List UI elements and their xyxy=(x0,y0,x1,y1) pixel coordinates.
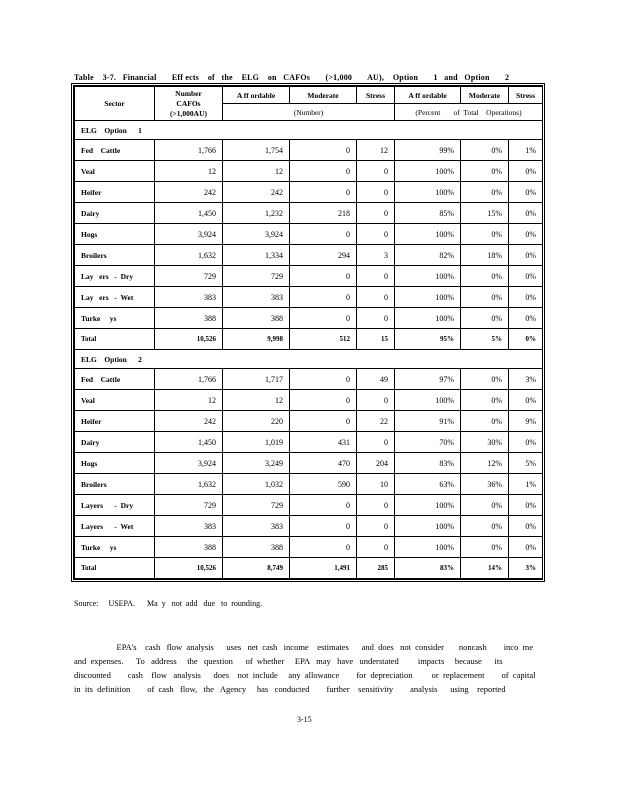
cell-number: 729 xyxy=(155,266,223,287)
total-row xyxy=(75,329,543,350)
sector-header: Sector xyxy=(75,87,155,121)
cell-stress: 15 xyxy=(357,329,395,350)
cell-str-pct: 0% xyxy=(509,224,543,245)
sector-cell: Heifer xyxy=(75,411,155,432)
cell-stress: 0 xyxy=(357,495,395,516)
table-row xyxy=(75,474,543,495)
cell-affordable: 1,232 xyxy=(223,203,290,224)
cell-str-pct: 0% xyxy=(509,245,543,266)
cell-moderate: 218 xyxy=(290,203,357,224)
table-row xyxy=(75,411,543,432)
cell-number: 12 xyxy=(155,161,223,182)
cell-affordable: 1,032 xyxy=(223,474,290,495)
sector-cell: Hogs xyxy=(75,453,155,474)
cell-aff-pct: 100% xyxy=(395,495,461,516)
sector-cell: Lay ers - Dry xyxy=(75,266,155,287)
cell-affordable: 9,998 xyxy=(223,329,290,350)
cell-affordable: 1,019 xyxy=(223,432,290,453)
cell-affordable: 388 xyxy=(223,537,290,558)
cell-aff-pct: 100% xyxy=(395,516,461,537)
cell-aff-pct: 100% xyxy=(395,537,461,558)
cell-stress: 0 xyxy=(357,224,395,245)
cell-mod-pct: 30% xyxy=(461,432,509,453)
number-header-line1: Number xyxy=(175,89,202,98)
sector-cell: Total xyxy=(75,329,155,350)
cell-number: 1,450 xyxy=(155,432,223,453)
cell-number: 10,526 xyxy=(155,558,223,579)
cell-str-pct: 0% xyxy=(509,287,543,308)
cell-moderate: 0 xyxy=(290,140,357,161)
cell-moderate: 0 xyxy=(290,411,357,432)
cell-moderate: 1,491 xyxy=(290,558,357,579)
section-row-option1 xyxy=(75,121,543,140)
cell-aff-pct: 63% xyxy=(395,474,461,495)
cell-mod-pct: 14% xyxy=(461,558,509,579)
cell-moderate: 0 xyxy=(290,287,357,308)
affordable-pct-header: A ff ordable xyxy=(395,87,461,104)
table-caption: Table 3-7. Financial Eff ects of the ELG on CAFOs (>1,000 AU), Option 1 and Option 2 xyxy=(74,73,510,82)
page-number: 3-15 xyxy=(297,715,312,724)
cell-mod-pct: 0% xyxy=(461,369,509,390)
cell-mod-pct: 0% xyxy=(461,140,509,161)
cell-affordable: 729 xyxy=(223,495,290,516)
cell-number: 1,450 xyxy=(155,203,223,224)
cell-number: 12 xyxy=(155,390,223,411)
cell-number: 729 xyxy=(155,495,223,516)
cell-stress: 0 xyxy=(357,266,395,287)
cell-aff-pct: 83% xyxy=(395,453,461,474)
cell-str-pct: 5% xyxy=(509,453,543,474)
table-row xyxy=(75,266,543,287)
cell-moderate: 0 xyxy=(290,537,357,558)
cell-moderate: 590 xyxy=(290,474,357,495)
cell-str-pct: 0% xyxy=(509,516,543,537)
sector-cell: Broilers xyxy=(75,474,155,495)
cell-str-pct: 0% xyxy=(509,161,543,182)
sector-cell: Layers - Dry xyxy=(75,495,155,516)
sector-cell: Lay ers - Wet xyxy=(75,287,155,308)
cell-mod-pct: 5% xyxy=(461,329,509,350)
sector-cell: Dairy xyxy=(75,432,155,453)
cell-str-pct: 0% xyxy=(509,432,543,453)
cell-str-pct: 0% xyxy=(509,182,543,203)
cell-moderate: 0 xyxy=(290,369,357,390)
paragraph-line: and expenses. To address the question of whether EPA may have understated impacts because its xyxy=(74,656,503,666)
cell-affordable: 8,749 xyxy=(223,558,290,579)
sector-cell: Layers - Wet xyxy=(75,516,155,537)
table-row xyxy=(75,182,543,203)
cell-number: 388 xyxy=(155,537,223,558)
sector-cell: Total xyxy=(75,558,155,579)
cell-aff-pct: 91% xyxy=(395,411,461,432)
affordable-header: A ff ordable xyxy=(223,87,290,104)
body-paragraph xyxy=(74,640,534,696)
table-row xyxy=(75,203,543,224)
cell-str-pct: 3% xyxy=(509,369,543,390)
cell-aff-pct: 100% xyxy=(395,182,461,203)
section-row-option2 xyxy=(75,350,543,369)
cell-number: 1,632 xyxy=(155,245,223,266)
sector-cell: Veal xyxy=(75,390,155,411)
cell-mod-pct: 0% xyxy=(461,495,509,516)
cell-stress: 0 xyxy=(357,203,395,224)
cell-stress: 49 xyxy=(357,369,395,390)
cell-mod-pct: 18% xyxy=(461,245,509,266)
source-note: Source: USEPA. Ma y not add due to rounding. xyxy=(74,599,263,608)
cell-stress: 10 xyxy=(357,474,395,495)
table-row xyxy=(75,432,543,453)
cell-number: 1,632 xyxy=(155,474,223,495)
number-header-line3: (>1,000AU) xyxy=(170,109,207,118)
cell-mod-pct: 0% xyxy=(461,308,509,329)
cell-affordable: 1,754 xyxy=(223,140,290,161)
sector-cell: Fed Cattle xyxy=(75,140,155,161)
cell-number: 1,766 xyxy=(155,369,223,390)
table-row xyxy=(75,495,543,516)
cell-moderate: 470 xyxy=(290,453,357,474)
cell-stress: 3 xyxy=(357,245,395,266)
sector-cell: Turke ys xyxy=(75,537,155,558)
paragraph-line: in its definition of cash flow, the Agency has conducted further sensitivity analysis using reported xyxy=(74,684,506,694)
cell-mod-pct: 0% xyxy=(461,161,509,182)
table-row xyxy=(75,224,543,245)
cell-mod-pct: 12% xyxy=(461,453,509,474)
cell-aff-pct: 95% xyxy=(395,329,461,350)
table-row xyxy=(75,369,543,390)
cell-mod-pct: 0% xyxy=(461,390,509,411)
cell-stress: 0 xyxy=(357,390,395,411)
sector-cell: Broilers xyxy=(75,245,155,266)
cell-number: 383 xyxy=(155,516,223,537)
cell-stress: 22 xyxy=(357,411,395,432)
table-row xyxy=(75,453,543,474)
section-label: ELG Option 2 xyxy=(75,350,543,369)
cell-moderate: 0 xyxy=(290,308,357,329)
stress-header: Stress xyxy=(357,87,395,104)
number-header-line2: CAFOs xyxy=(176,99,201,108)
unit-percent-header: (Percent of Total Operations) xyxy=(395,104,543,121)
cell-str-pct: 0% xyxy=(509,495,543,516)
cell-moderate: 431 xyxy=(290,432,357,453)
cell-str-pct: 0% xyxy=(509,329,543,350)
cell-aff-pct: 97% xyxy=(395,369,461,390)
table-row xyxy=(75,537,543,558)
header-row xyxy=(75,87,543,104)
cell-str-pct: 1% xyxy=(509,474,543,495)
table-row xyxy=(75,161,543,182)
cell-number: 383 xyxy=(155,287,223,308)
cell-stress: 12 xyxy=(357,140,395,161)
cell-stress: 0 xyxy=(357,308,395,329)
cell-number: 242 xyxy=(155,182,223,203)
cell-moderate: 0 xyxy=(290,495,357,516)
cell-stress: 0 xyxy=(357,432,395,453)
cell-str-pct: 0% xyxy=(509,308,543,329)
moderate-pct-header: Moderate xyxy=(461,87,509,104)
cell-mod-pct: 0% xyxy=(461,266,509,287)
cell-affordable: 3,249 xyxy=(223,453,290,474)
sector-cell: Heifer xyxy=(75,182,155,203)
cell-str-pct: 0% xyxy=(509,203,543,224)
cell-str-pct: 0% xyxy=(509,390,543,411)
cell-str-pct: 9% xyxy=(509,411,543,432)
cell-aff-pct: 82% xyxy=(395,245,461,266)
cell-moderate: 0 xyxy=(290,161,357,182)
table-row xyxy=(75,390,543,411)
cell-mod-pct: 0% xyxy=(461,516,509,537)
cell-aff-pct: 85% xyxy=(395,203,461,224)
cell-affordable: 383 xyxy=(223,287,290,308)
cell-aff-pct: 100% xyxy=(395,161,461,182)
cell-mod-pct: 0% xyxy=(461,287,509,308)
cell-aff-pct: 100% xyxy=(395,266,461,287)
cell-affordable: 729 xyxy=(223,266,290,287)
cell-number: 388 xyxy=(155,308,223,329)
cell-stress: 204 xyxy=(357,453,395,474)
cell-mod-pct: 36% xyxy=(461,474,509,495)
cell-aff-pct: 70% xyxy=(395,432,461,453)
cell-moderate: 512 xyxy=(290,329,357,350)
stress-pct-header: Stress xyxy=(509,87,543,104)
cell-mod-pct: 0% xyxy=(461,224,509,245)
cell-aff-pct: 99% xyxy=(395,140,461,161)
cell-stress: 0 xyxy=(357,287,395,308)
cell-affordable: 12 xyxy=(223,390,290,411)
cell-affordable: 220 xyxy=(223,411,290,432)
cell-affordable: 12 xyxy=(223,161,290,182)
sector-cell: Turke ys xyxy=(75,308,155,329)
cell-aff-pct: 83% xyxy=(395,558,461,579)
cell-number: 3,924 xyxy=(155,453,223,474)
cell-aff-pct: 100% xyxy=(395,224,461,245)
cell-str-pct: 1% xyxy=(509,140,543,161)
table-row xyxy=(75,245,543,266)
cell-mod-pct: 0% xyxy=(461,182,509,203)
cell-number: 3,924 xyxy=(155,224,223,245)
section-label: ELG Option 1 xyxy=(75,121,543,140)
table-row xyxy=(75,308,543,329)
cell-mod-pct: 0% xyxy=(461,411,509,432)
financial-effects-table xyxy=(71,83,545,582)
cell-moderate: 0 xyxy=(290,390,357,411)
cell-aff-pct: 100% xyxy=(395,390,461,411)
moderate-header: Moderate xyxy=(290,87,357,104)
cell-affordable: 383 xyxy=(223,516,290,537)
cell-stress: 0 xyxy=(357,161,395,182)
paragraph-line: EPA's cash flow analysis uses net cash income estimates and does not consider noncash inco me xyxy=(74,642,533,652)
total-row xyxy=(75,558,543,579)
sector-cell: Fed Cattle xyxy=(75,369,155,390)
sector-cell: Dairy xyxy=(75,203,155,224)
cell-moderate: 0 xyxy=(290,516,357,537)
sector-cell: Hogs xyxy=(75,224,155,245)
cell-moderate: 0 xyxy=(290,266,357,287)
cell-aff-pct: 100% xyxy=(395,287,461,308)
unit-number-header: (Number) xyxy=(223,104,395,121)
cell-moderate: 0 xyxy=(290,182,357,203)
cell-number: 242 xyxy=(155,411,223,432)
cell-mod-pct: 0% xyxy=(461,537,509,558)
paragraph-line: discounted cash flow analysis does not include any allowance for depreciation or replacement of capital xyxy=(74,670,536,680)
cell-str-pct: 0% xyxy=(509,537,543,558)
cell-str-pct: 0% xyxy=(509,266,543,287)
cell-number: 1,766 xyxy=(155,140,223,161)
cell-affordable: 242 xyxy=(223,182,290,203)
sector-cell: Veal xyxy=(75,161,155,182)
cell-mod-pct: 15% xyxy=(461,203,509,224)
number-cafos-header xyxy=(155,87,223,121)
cell-affordable: 1,334 xyxy=(223,245,290,266)
cell-moderate: 294 xyxy=(290,245,357,266)
table-grid xyxy=(74,86,543,579)
table-row xyxy=(75,516,543,537)
cell-stress: 0 xyxy=(357,182,395,203)
cell-number: 10,526 xyxy=(155,329,223,350)
cell-affordable: 388 xyxy=(223,308,290,329)
cell-stress: 285 xyxy=(357,558,395,579)
cell-str-pct: 3% xyxy=(509,558,543,579)
cell-affordable: 1,717 xyxy=(223,369,290,390)
table-row xyxy=(75,140,543,161)
cell-stress: 0 xyxy=(357,537,395,558)
cell-affordable: 3,924 xyxy=(223,224,290,245)
table-row xyxy=(75,287,543,308)
cell-stress: 0 xyxy=(357,516,395,537)
cell-moderate: 0 xyxy=(290,224,357,245)
cell-aff-pct: 100% xyxy=(395,308,461,329)
